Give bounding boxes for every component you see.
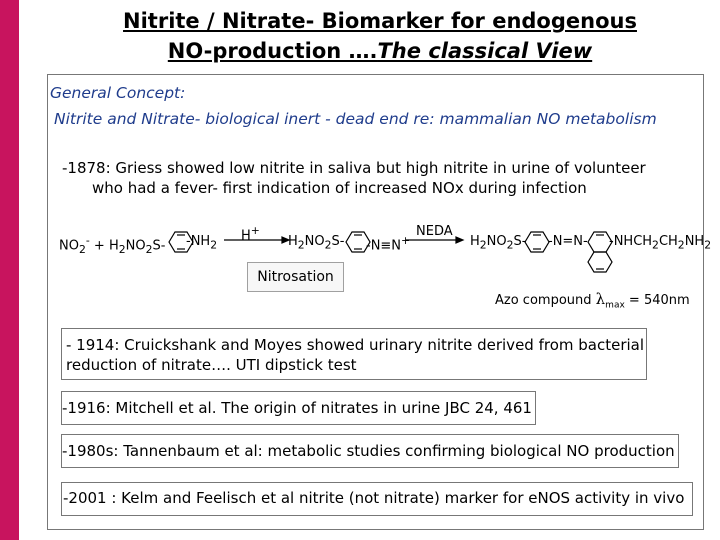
concept-heading: General Concept: [50, 84, 186, 102]
history-1878-line1: -1878: Griess showed low nitrite in saliva but high nitrite in urine of volunteer [62, 159, 646, 177]
title-line-1: Nitrite / Nitrate- Biomarker for endogenous [123, 9, 637, 33]
title-line-2-plain: NO-production …. [167, 39, 378, 63]
acid-catalyst: H+ [241, 224, 260, 244]
azo-product: $H_2NO_2S-$ [470, 234, 527, 252]
nitrosation-label: Nitrosation [247, 262, 344, 292]
reactant-nitrite: $NO_2^- + H_2NO_2S-$ [59, 234, 166, 256]
history-1916: -1916: Mitchell et al. The origin of nitrates in urine JBC 24, 461 [62, 399, 532, 417]
title-line-2-italic: The classical View [377, 39, 593, 63]
diazonium-intermediate: $H_2NO_2S-$ [288, 234, 345, 252]
concept-statement: Nitrite and Nitrate- biological inert - dead end re: mammalian NO metabolism [54, 110, 657, 128]
azo-amine-chain: $-NHCH_2CH_2NH_2$ [609, 234, 712, 252]
sulfanilamide-amine: $-NH_2$ [186, 234, 218, 252]
lambda-symbol: λ [595, 290, 606, 308]
azo-link: -N=N- [548, 234, 588, 249]
history-1914-line1: - 1914: Cruickshank and Moyes showed urinary nitrite derived from bacterial [66, 336, 645, 354]
benzene-ring-3-icon [525, 232, 549, 252]
history-1878-line2: who had a fever- first indication of increased NOx during infection [92, 179, 587, 197]
history-1980s: -1980s: Tannenbaum et al: metabolic studies confirming biological NO production [62, 442, 675, 460]
history-1914 [66, 335, 644, 375]
neda-reagent: NEDA [416, 224, 453, 239]
history-1914-line2: reduction of nitrate…. UTI dipstick test [66, 356, 357, 374]
azo-caption: Azo compound $\lambda_{max} = 540nm$ [495, 290, 690, 311]
history-2001: -2001 : Kelm and Feelisch et al nitrite (not nitrate) marker for eNOS activity in vivo [63, 489, 685, 507]
diazonium-group: -N≡N+ [366, 234, 411, 254]
